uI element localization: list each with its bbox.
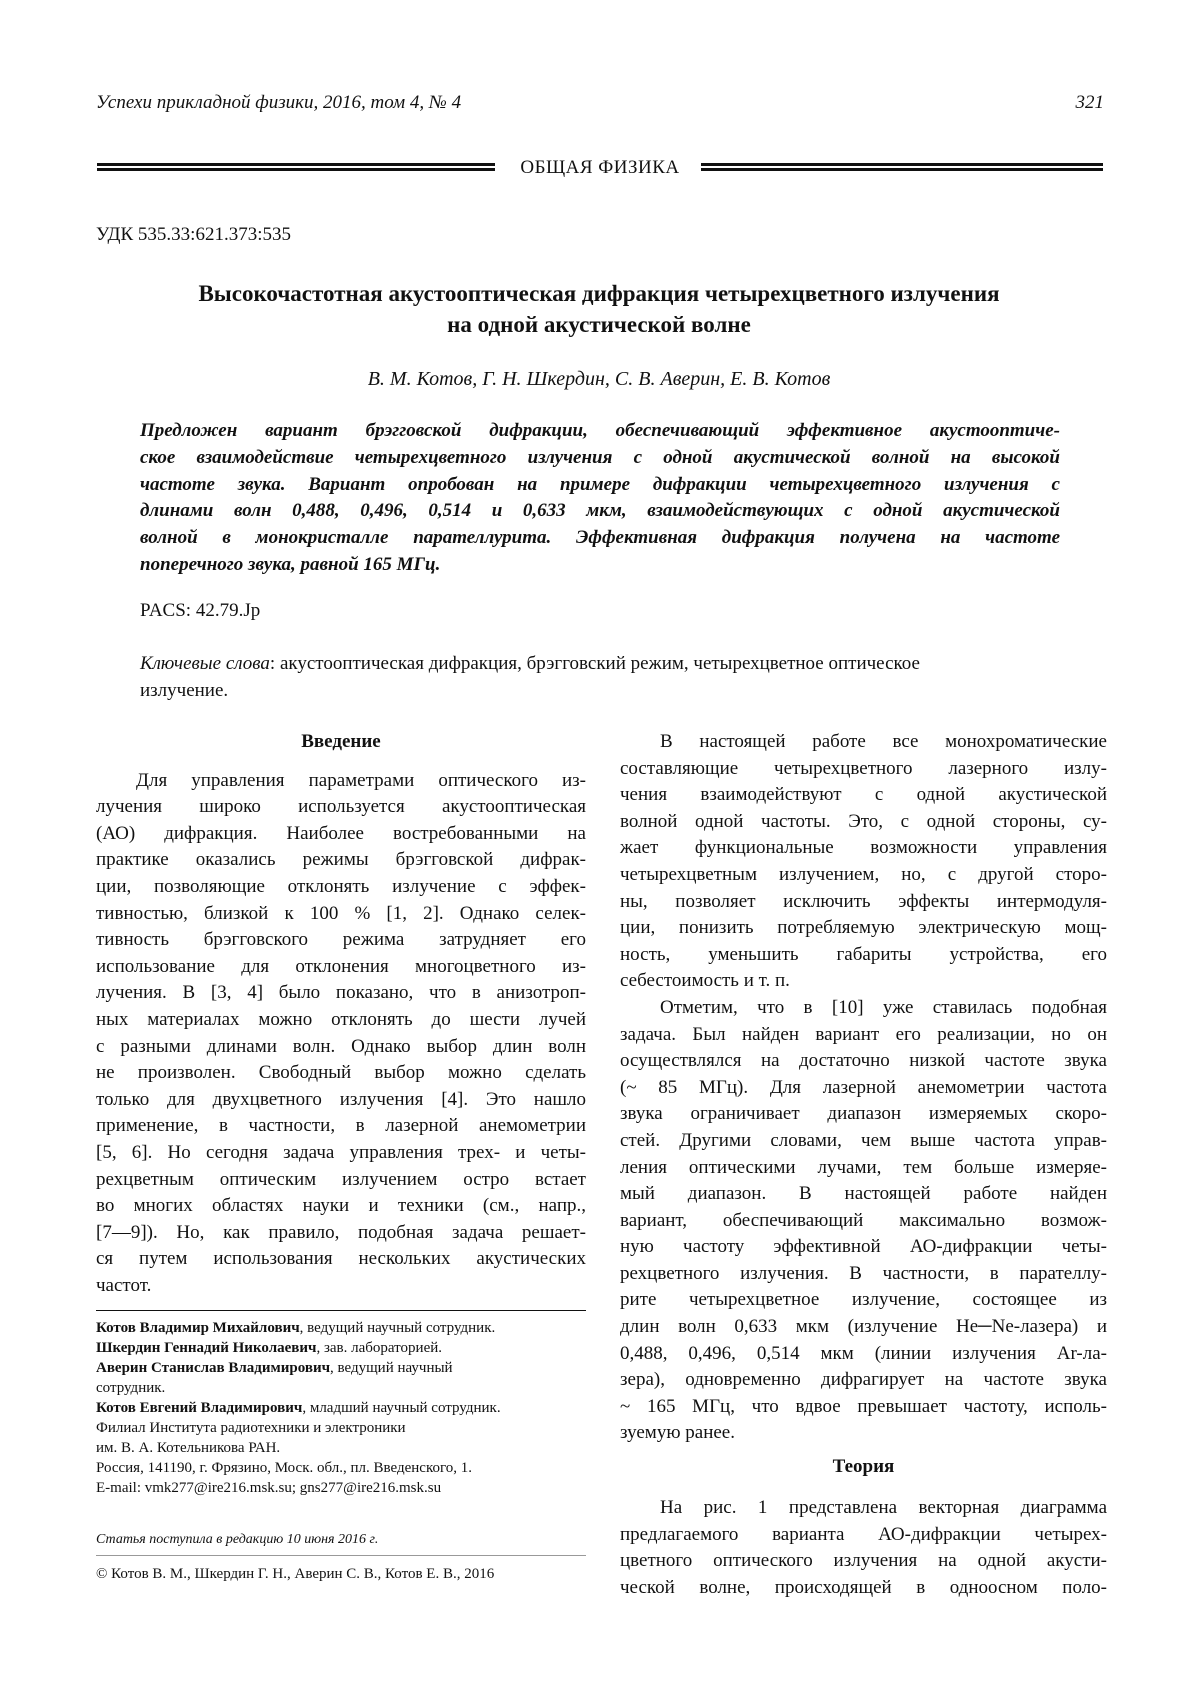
keywords-text: : акустооптическая дифракция, брэгговский режим, четырехцветное оптическое xyxy=(269,653,920,674)
text-line: не произволен. Свободный выбор можно сделать xyxy=(96,1062,586,1084)
theory-heading: Теория xyxy=(832,1456,895,1477)
text-line: с разными длинами волн. Однако выбор длин волн xyxy=(96,1035,586,1057)
footnote-divider xyxy=(96,1310,586,1311)
abstract-line: волной в монокристалле парателлурита. Эффективная дифракция получена на частоте xyxy=(140,527,1060,549)
text-line: ления оптическими лучами, тем больше измеряе- xyxy=(620,1156,1107,1178)
text-line: ся путем использования нескольких акустических xyxy=(96,1248,586,1270)
keywords xyxy=(140,650,1060,704)
text-line: предлагаемого варианта АО-дифракции четырех- xyxy=(620,1523,1107,1545)
keywords-label: Ключевые слова xyxy=(140,653,270,674)
intro-column xyxy=(96,729,586,1299)
footnote-author xyxy=(96,1398,596,1418)
paper-title xyxy=(96,278,1102,340)
text-line: (~ 85 МГц). Для лазерной анемометрии частота xyxy=(620,1076,1107,1098)
affiliation-line: Россия, 141190, г. Фрязино, Моск. обл., пл. Введенского, 1. xyxy=(96,1460,472,1476)
text-line: частот. xyxy=(96,1274,152,1296)
footnote-author xyxy=(96,1338,596,1358)
theory-paragraph xyxy=(620,1495,1107,1601)
copyright: © Котов В. М., Шкердин Г. Н., Аверин С. В., Котов Е. В., 2016 xyxy=(96,1566,495,1582)
journal-header: Успехи прикладной физики, 2016, том 4, № 4 xyxy=(96,92,462,113)
text-line: [5, 6]. Но сегодня задача управления трех- и четы- xyxy=(96,1141,586,1163)
title-line: Высокочастотная акустооптическая дифракция четырехцветного излучения xyxy=(198,281,1000,306)
received-date: Статья поступила в редакцию 10 июня 2016 г. xyxy=(96,1532,379,1547)
text-line: рехцветным оптическим излучением остро встает xyxy=(96,1168,586,1190)
intro-paragraph xyxy=(96,768,586,1300)
footnote-author-role: , ведущий научный xyxy=(330,1360,453,1376)
text-line: волной одной частоты. Это, с одной стороны, су- xyxy=(620,810,1107,832)
text-line: задача. Был найден вариант его реализации, но он xyxy=(620,1023,1107,1045)
affiliation-line: им. В. А. Котельникова РАН. xyxy=(96,1440,281,1456)
abstract-line: поперечного звука, равной 165 МГц. xyxy=(140,553,441,575)
footnote-author-role: , зав. лабораторией. xyxy=(316,1340,442,1356)
text-line: во многих областях науки и техники (см., напр., xyxy=(96,1195,586,1217)
text-line: На рис. 1 представлена векторная диаграмма xyxy=(660,1497,1107,1518)
text-line: практике оказались режимы брэгговской дифрак- xyxy=(96,849,586,871)
keywords-line: излучение. xyxy=(140,680,229,701)
text-line: себестоимость и т. п. xyxy=(620,970,790,992)
section-rule-right xyxy=(701,163,1103,171)
text-line: рехцветного излучения. В частности, в парателлу- xyxy=(620,1262,1107,1284)
text-line: ных материалах можно отклонять до шести лучей xyxy=(96,1008,586,1030)
right-column xyxy=(620,729,1107,1447)
text-line: ~ 165 МГц, что вдвое превышает частоту, исполь- xyxy=(620,1395,1107,1417)
text-line: [7—9]). Но, как правило, подобная задача решает- xyxy=(96,1221,586,1243)
text-line: четырехцветным излучением, но, с другой сторо- xyxy=(620,863,1107,885)
abstract-line: длинами волн 0,488, 0,496, 0,514 и 0,633 мкм, взаимодействующих с одной акустической xyxy=(140,500,1060,522)
text-line: стей. Другими словами, чем выше частота управ- xyxy=(620,1129,1107,1151)
section-title: ОБЩАЯ ФИЗИКА xyxy=(520,157,680,178)
text-line: осуществлялся на достаточно низкой частоте звука xyxy=(620,1050,1107,1072)
footnote-author-name: Котов Владимир Михайлович xyxy=(96,1320,300,1336)
text-line: составляющие четырехцветного лазерного излу- xyxy=(620,757,1107,779)
footnote-author-role: сотрудник. xyxy=(96,1380,166,1396)
text-line: ции, понизить потребляемую электрическую мощ- xyxy=(620,917,1107,939)
pacs-code: PACS: 42.79.Jp xyxy=(140,600,261,621)
paragraph xyxy=(620,995,1107,1447)
abstract-line: частоте звука. Вариант опробован на примере дифракции четырехцветного излучения с xyxy=(140,473,1060,495)
text-line: В настоящей работе все монохроматические xyxy=(660,731,1107,752)
footnote-author-name: Аверин Станислав Владимирович xyxy=(96,1360,331,1376)
text-line: ность, уменьшить габариты устройства, его xyxy=(620,943,1107,965)
text-line: Отметим, что в [10] уже ставилась подобная xyxy=(660,996,1107,1018)
text-line: чения взаимодействуют с одной акустической xyxy=(620,784,1107,806)
udk-code: УДК 535.33:621.373:535 xyxy=(96,224,291,245)
text-line: вариант, обеспечивающий максимально возмож- xyxy=(620,1209,1107,1231)
footnote-author xyxy=(96,1358,596,1378)
text-line: длин волн 0,633 мкм (излучение He─Ne-лазера) и xyxy=(620,1316,1107,1338)
text-line: рите четырехцветное излучение, состоящее из xyxy=(620,1289,1107,1311)
author-footnotes xyxy=(96,1318,596,1498)
intro-heading: Введение xyxy=(301,731,381,752)
footnote-author xyxy=(96,1318,596,1338)
footnote-author xyxy=(96,1378,596,1398)
text-line: только для двухцветного излучения [4]. Это нашло xyxy=(96,1088,586,1110)
text-line: тивность брэгговского режима затрудняет его xyxy=(96,929,586,951)
text-line: ции, позволяющие отклонять излучение с эффек- xyxy=(96,875,586,897)
text-line: применение, в частности, в лазерной анемометрии xyxy=(96,1115,586,1137)
abstract-line: ское взаимодействие четырехцветного излучения с одной акустической волной на высокой xyxy=(140,446,1060,468)
title-line: на одной акустической волне xyxy=(447,312,751,337)
text-line: зуемую ранее. xyxy=(620,1422,735,1444)
text-line: ческой волне, происходящей в одноосном поло- xyxy=(620,1576,1107,1598)
paragraph xyxy=(620,729,1107,995)
text-line: ную частоту эффективной АО-дифракции четы- xyxy=(620,1236,1107,1258)
copyright-divider xyxy=(96,1555,586,1556)
text-line: мый диапазон. В настоящей работе найден xyxy=(620,1183,1107,1205)
text-line: лучения широко используется акустооптическая xyxy=(96,796,586,818)
affiliation-line: Филиал Института радиотехники и электроники xyxy=(96,1420,406,1436)
text-line: Для управления параметрами оптического из- xyxy=(136,769,586,791)
text-line: 0,488, 0,496, 0,514 мкм (линии излучения Ar-ла- xyxy=(620,1342,1107,1364)
footnote-author-name: Шкердин Геннадий Николаевич xyxy=(96,1340,317,1356)
footnote-author-name: Котов Евгений Владимирович xyxy=(96,1400,303,1416)
footnote-author-role: , ведущий научный сотрудник. xyxy=(299,1320,496,1336)
text-line: использование для отклонения многоцветного из- xyxy=(96,955,586,977)
abstract xyxy=(140,418,1060,579)
abstract-line: Предложен вариант брэгговской дифракции, обеспечивающий эффективное акустооптиче- xyxy=(140,420,1060,441)
text-line: (АО) дифракция. Наиболее востребованными на xyxy=(96,822,586,844)
text-line: жает функциональные возможности управления xyxy=(620,837,1107,859)
email-line: E-mail: vmk277@ire216.msk.su; gns277@ire216.msk.su xyxy=(96,1480,442,1496)
text-line: лучения. В [3, 4] было показано, что в анизотроп- xyxy=(96,982,586,1004)
section-bar xyxy=(97,157,1103,183)
footnote-author-role: , младший научный сотрудник. xyxy=(302,1400,501,1416)
keywords-line xyxy=(140,650,1060,677)
text-line: тивностью, близкой к 100 % [1, 2]. Однако селек- xyxy=(96,902,586,924)
text-line: зера), одновременно дифрагирует на частоте звука xyxy=(620,1369,1107,1391)
text-line: цветного оптического излучения на одной акусти- xyxy=(620,1550,1107,1572)
text-line: ны, позволяет исключить эффекты интермодуля- xyxy=(620,890,1107,912)
text-line: звука ограничивает диапазон измеряемых скоро- xyxy=(620,1103,1107,1125)
page-number: 321 xyxy=(1075,92,1104,113)
author-list: В. М. Котов, Г. Н. Шкердин, С. В. Аверин, Е. В. Котов xyxy=(367,368,831,390)
